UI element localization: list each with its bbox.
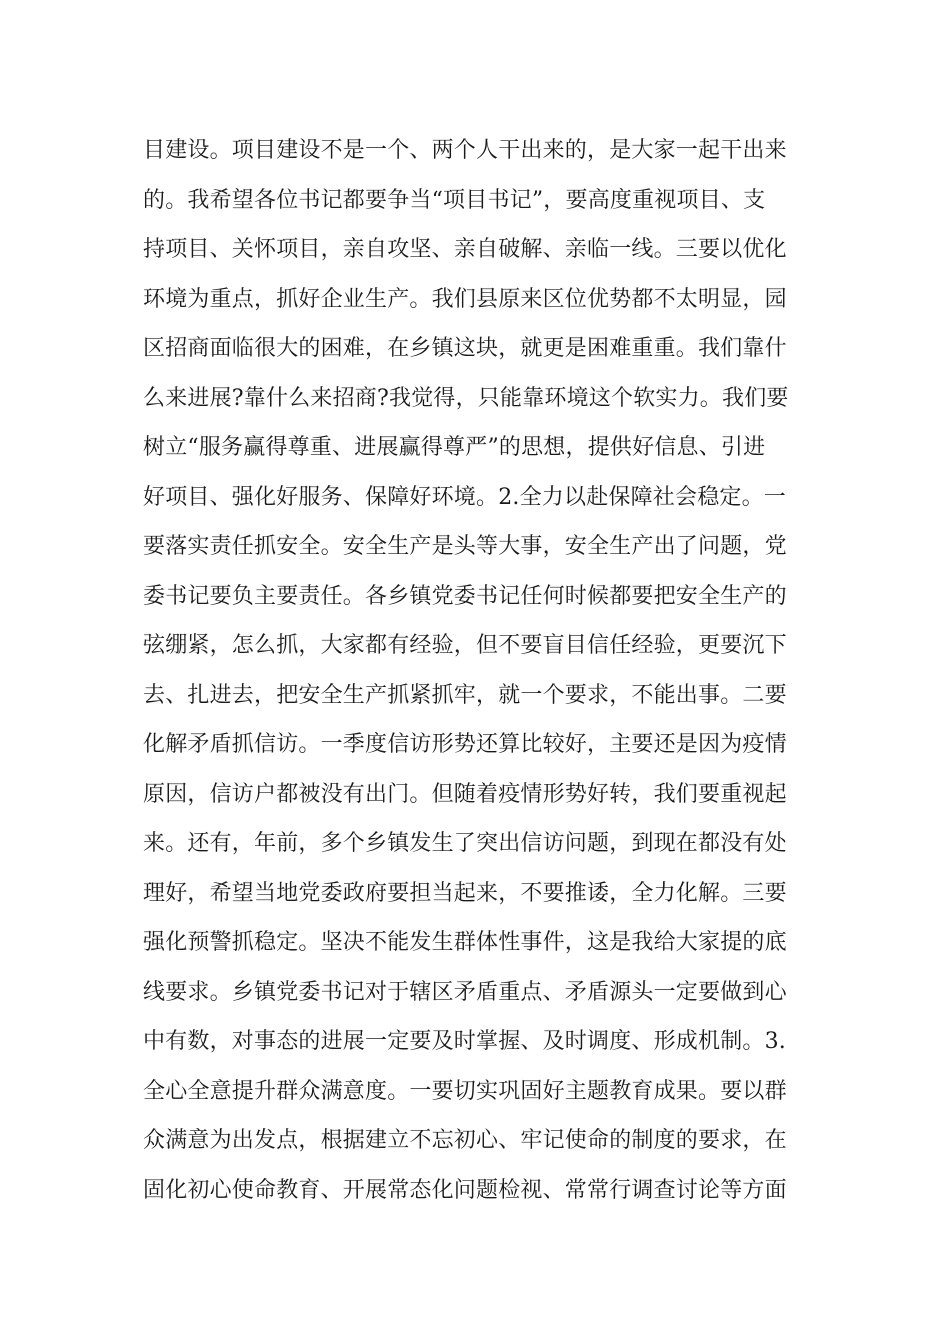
- text-line: 持项目、关怀项目，亲自攻坚、亲自破解、亲临一线。三要以优化: [143, 237, 787, 262]
- text-line: 全心全意提升群众满意度。一要切实巩固好主题教育成果。要以群: [143, 1078, 787, 1104]
- text-line: 固化初心使命教育、开展常态化问题检视、常常行调查讨论等方面: [143, 1177, 787, 1203]
- text-line: 去、扎进去，把安全生产抓紧抓牢，就一个要求，不能出事。二要: [143, 682, 787, 708]
- text-line: 好项目、强化好服务、保障好环境。2.全力以赴保障社会稳定。一: [143, 484, 786, 510]
- text-line: 要落实责任抓安全。安全生产是头等大事，安全生产出了问题，党: [143, 534, 787, 559]
- text-line: 化解矛盾抓信访。一季度信访形势还算比较好，主要还是因为疫情: [143, 732, 787, 757]
- text-line: 来。还有，年前，多个乡镇发生了突出信访问题，到现在都没有处: [143, 831, 787, 856]
- text-line: 原因，信访户都被没有出门。但随着疫情形势好转，我们要重视起: [143, 781, 787, 807]
- text-line: 目建设。项目建设不是一个、两个人干出来的，是大家一起干出来: [143, 138, 787, 163]
- text-line: 环境为重点，抓好企业生产。我们县原来区位优势都不太明显，园: [143, 286, 787, 312]
- text-line: 弦绷紧，怎么抓，大家都有经验，但不要盲目信任经验，更要沉下: [143, 633, 787, 658]
- text-line: 么来进展?靠什么来招商?我觉得，只能靠环境这个软实力。我们要: [143, 385, 789, 411]
- text-line: 强化预警抓稳定。坚决不能发生群体性事件，这是我给大家提的底: [143, 930, 787, 955]
- text-line: 中有数，对事态的进展一定要及时掌握、及时调度、形成机制。3.: [143, 1029, 786, 1054]
- text-line: 众满意为出发点，根据建立不忘初心、牢记使命的制度的要求，在: [143, 1128, 787, 1153]
- text-line: 区招商面临很大的困难，在乡镇这块，就更是困难重重。我们靠什: [143, 336, 787, 361]
- text-line: 的。我希望各位书记都要争当“项目书记”，要高度重视项目、支: [143, 187, 766, 213]
- text-line: 委书记要负主要责任。各乡镇党委书记任何时候都要把安全生产的: [143, 583, 787, 609]
- text-line: 理好，希望当地党委政府要担当起来，不要推诿，全力化解。三要: [143, 880, 787, 906]
- body-text: [143, 126, 813, 1215]
- text-line: 线要求。乡镇党委书记对于辖区矛盾重点、矛盾源头一定要做到心: [143, 979, 787, 1005]
- text-line: 树立“服务赢得尊重、进展赢得尊严”的思想，提供好信息、引进: [143, 435, 766, 460]
